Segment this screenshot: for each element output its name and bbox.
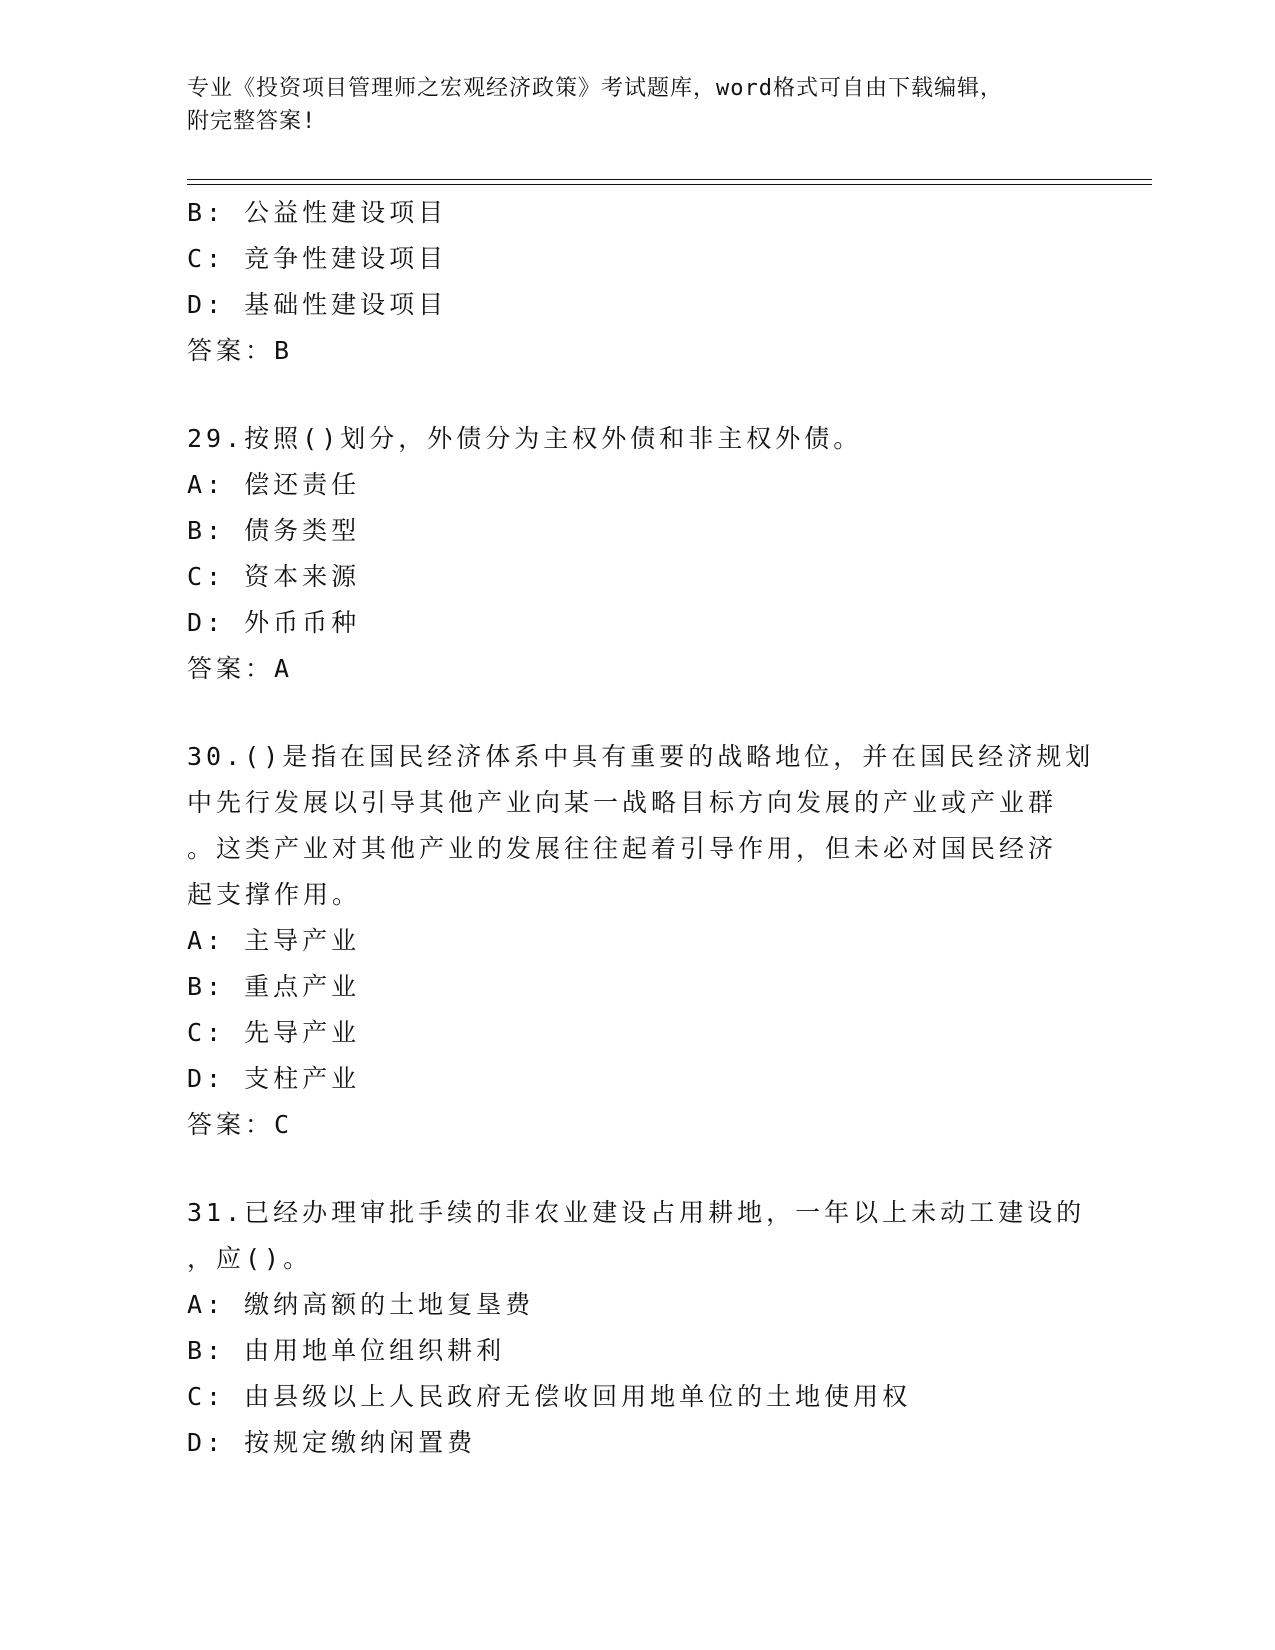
header-line-1: 专业《投资项目管理师之宏观经济政策》考试题库，word格式可自由下载编辑， (187, 76, 1003, 101)
question-stem-line: 。这类产业对其他产业的发展往往起着引导作用，但未必对国民经济 (187, 834, 1058, 863)
question-stem-line: 起支撑作用。 (187, 880, 362, 909)
option-d: D: 外币币种 (187, 608, 361, 637)
header-line-2: 附完整答案! (187, 109, 317, 134)
option-c: C: 竞争性建设项目 (187, 244, 448, 273)
header-divider-bottom (187, 184, 1152, 185)
spacer (187, 692, 1087, 734)
question-stem-line: ，应()。 (187, 1244, 313, 1273)
option-d: D: 按规定缴纳闲置费 (187, 1428, 477, 1457)
question-stem-line: 中先行发展以引导其他产业向某一战略目标方向发展的产业或产业群 (187, 788, 1058, 817)
question-list (187, 190, 1095, 1466)
option-d: D: 支柱产业 (187, 1064, 361, 1093)
option-b: B: 重点产业 (187, 972, 361, 1001)
question-31 (187, 1190, 1087, 1466)
question-28-continuation (187, 190, 1087, 374)
header-divider-top (187, 179, 1152, 180)
option-c: C: 由县级以上人民政府无偿收回用地单位的土地使用权 (187, 1382, 912, 1411)
option-a: A: 主导产业 (187, 926, 361, 955)
question-stem: 29.按照()划分，外债分为主权外债和非主权外债。 (187, 424, 863, 453)
answer-line: 答案：A (187, 654, 294, 683)
spacer (187, 1148, 1087, 1190)
question-stem-line: 31.已经办理审批手续的非农业建设占用耕地，一年以上未动工建设的 (187, 1198, 1086, 1227)
option-b: B: 公益性建设项目 (187, 198, 448, 227)
spacer (187, 374, 1087, 416)
option-c: C: 资本来源 (187, 562, 361, 591)
option-a: A: 缴纳高额的土地复垦费 (187, 1290, 535, 1319)
option-a: A: 偿还责任 (187, 470, 361, 499)
document-header (187, 72, 1087, 138)
option-c: C: 先导产业 (187, 1018, 361, 1047)
question-30 (187, 734, 1095, 1148)
option-d: D: 基础性建设项目 (187, 290, 448, 319)
question-29 (187, 416, 1087, 692)
answer-line: 答案：B (187, 336, 294, 365)
option-b: B: 由用地单位组织耕利 (187, 1336, 506, 1365)
option-b: B: 债务类型 (187, 516, 361, 545)
question-stem-line: 30.()是指在国民经济体系中具有重要的战略地位，并在国民经济规划 (187, 742, 1095, 771)
answer-line: 答案：C (187, 1110, 294, 1139)
